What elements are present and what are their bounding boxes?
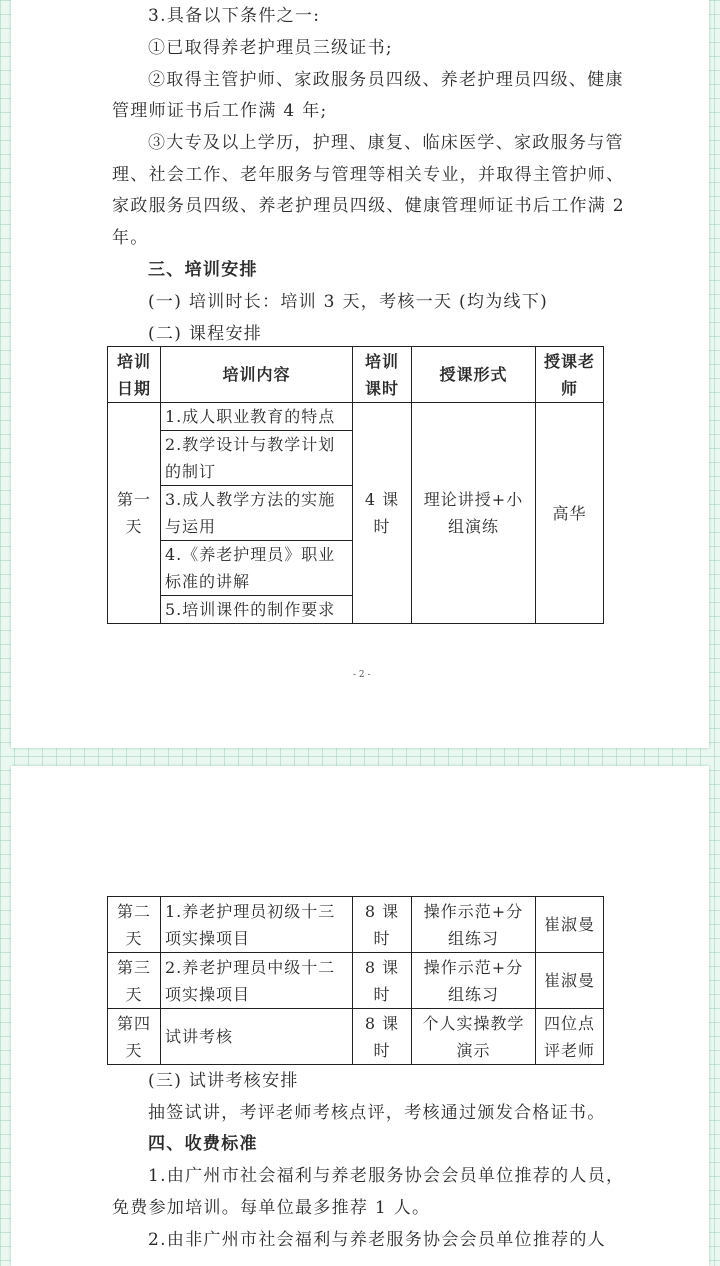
schedule-heading: (二) 课程安排 (148, 324, 263, 344)
day1-date: 第一天 (108, 403, 161, 624)
condition-3-line-2: 理、社会工作、老年服务与管理等相关专业，并取得主管护师、 (112, 165, 625, 185)
page-number: - 2 - (353, 670, 371, 680)
day2-teacher: 崔淑曼 (536, 897, 604, 953)
header-date: 培训日期 (108, 347, 161, 403)
day4-hours: 8 课时 (353, 1009, 412, 1065)
exam-heading: (三) 试讲考核安排 (148, 1071, 299, 1091)
day2-date: 第二天 (108, 897, 161, 953)
day1-item-2: 2.教学设计与教学计划的制订 (161, 431, 353, 486)
condition-3-line-4: 年。 (112, 228, 149, 248)
document-page-3 (11, 766, 709, 1266)
training-duration: (一) 培训时长：培训 3 天，考核一天 (均为线下) (148, 292, 549, 312)
table-row (108, 1009, 604, 1065)
fee-1-line-2: 免费参加培训。每单位最多推荐 1 人。 (112, 1198, 431, 1218)
table-row (108, 403, 604, 431)
conditions-title: 3.具备以下条件之一: (148, 6, 321, 26)
table-header-row (108, 347, 604, 403)
day2-form: 操作示范+分组练习 (412, 897, 536, 953)
header-teacher: 授课老师 (536, 347, 604, 403)
day3-teacher: 崔淑曼 (536, 953, 604, 1009)
day1-item-4: 4.《养老护理员》职业标准的讲解 (161, 541, 353, 596)
exam-text: 抽签试讲，考评老师考核点评，考核通过颁发合格证书。 (148, 1103, 606, 1123)
condition-1: ①已取得养老护理员三级证书; (148, 38, 393, 58)
fee-2-line-1: 2.由非广州市社会福利与养老服务协会会员单位推荐的人 (148, 1230, 607, 1250)
document-page-2 (11, 0, 709, 748)
condition-2-line-1: ②取得主管护师、家政服务员四级、养老护理员四级、健康 (148, 70, 624, 90)
header-content: 培训内容 (161, 347, 353, 403)
day4-teacher: 四位点评老师 (536, 1009, 604, 1065)
day3-content: 2.养老护理员中级十二项实操项目 (161, 953, 353, 1009)
header-form: 授课形式 (412, 347, 536, 403)
condition-3-line-1: ③大专及以上学历，护理、康复、临床医学、家政服务与管 (148, 133, 624, 153)
condition-2-line-2: 管理师证书后工作满 4 年; (112, 101, 328, 121)
day2-hours: 8 课时 (353, 897, 412, 953)
condition-3-line-3: 家政服务员四级、养老护理员四级、健康管理师证书后工作满 2 (112, 196, 625, 216)
day1-item-5: 5.培训课件的制作要求 (161, 596, 353, 624)
day3-hours: 8 课时 (353, 953, 412, 1009)
section-4-heading: 四、收费标准 (148, 1134, 258, 1154)
table-row (108, 897, 604, 953)
day1-hours: 4 课时 (353, 403, 412, 624)
course-schedule-table (107, 346, 604, 624)
day4-form: 个人实操教学演示 (412, 1009, 536, 1065)
day1-item-3: 3.成人教学方法的实施与运用 (161, 486, 353, 541)
day1-teacher: 高华 (536, 403, 604, 624)
day4-content: 试讲考核 (161, 1009, 353, 1065)
course-schedule-table-continued (107, 896, 604, 1065)
day4-date: 第四天 (108, 1009, 161, 1065)
day3-form: 操作示范+分组练习 (412, 953, 536, 1009)
header-hours: 培训课时 (353, 347, 412, 403)
day1-form: 理论讲授+小组演练 (412, 403, 536, 624)
table-row (108, 953, 604, 1009)
fee-1-line-1: 1.由广州市社会福利与养老服务协会会员单位推荐的人员， (148, 1166, 625, 1186)
section-3-heading: 三、培训安排 (148, 260, 258, 280)
day3-date: 第三天 (108, 953, 161, 1009)
day2-content: 1.养老护理员初级十三项实操项目 (161, 897, 353, 953)
day1-item-1: 1.成人职业教育的特点 (161, 403, 353, 431)
